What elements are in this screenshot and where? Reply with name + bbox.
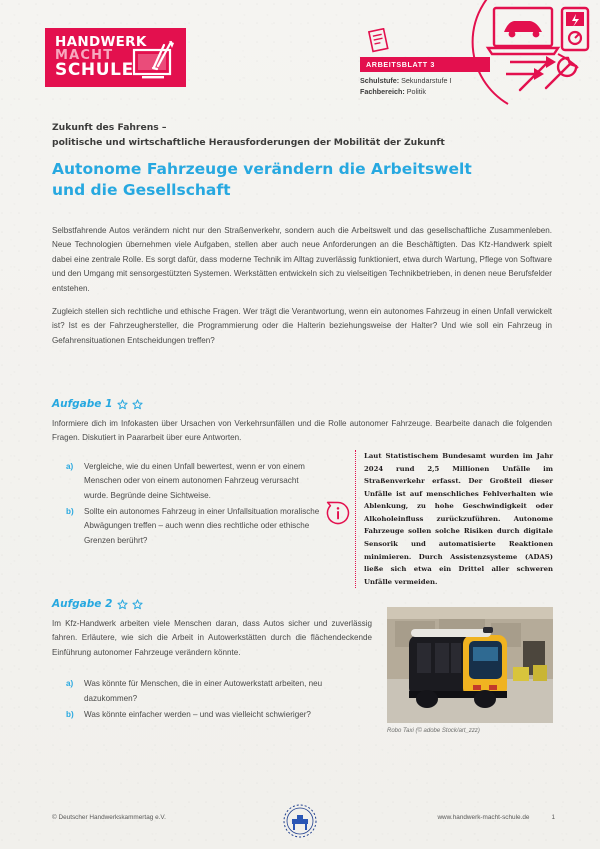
brand-logo-line-3: SCHULE	[55, 60, 134, 81]
laptop-car-multimeter-wrench-icon	[450, 0, 600, 116]
footer-right-group	[437, 814, 555, 821]
meta-fachbereich-label: Fachbereich:	[360, 87, 405, 97]
robo-taxi-shuttle-photo	[387, 607, 553, 723]
task-1-lead-text: Informiere dich im Infokasten über Ursachen von Verkehrsunfällen und die Rolle autonomer Fahrzeuge. Bearbeite danach die folgenden Fragen. Diskutiert in Paararbeit über eure Antworten.	[52, 419, 552, 443]
title-headline-line-2: und die Gesellschaft	[52, 180, 231, 199]
task-1-question-list	[52, 460, 320, 550]
meta-schulstufe-value: Sekundarstufe I	[401, 76, 452, 85]
task-2	[52, 598, 372, 724]
title-kicker-line-1: Zukunft des Fahrens –	[52, 122, 167, 133]
intro-paragraph-2: Zugleich stellen sich rechtliche und ethische Fragen. Wer trägt die Verantwortung, wenn ein autonomes Fahrzeug in einen Unfall verwickelt ist? Ist es der Fahrzeughersteller, die Programmierung oder die Halterin beziehungsweise der Halter? Und wie soll ein Fahrzeug in Gefahrensituationen Entscheidungen treffen?	[52, 307, 552, 345]
photo-block	[387, 607, 553, 734]
list-item	[66, 677, 372, 706]
task-1-heading	[52, 398, 552, 410]
info-bubble-icon	[325, 500, 351, 531]
meta-schulstufe-label: Schulstufe:	[360, 76, 400, 85]
footer-website-link[interactable]: www.handwerk-macht-schule.de	[437, 814, 530, 821]
title-kicker-line-2: politische und wirtschaftliche Herausforderungen der Mobilität der Zukunft	[52, 137, 445, 149]
task-2-question-a-text: Was könnte für Menschen, die in einer Autowerkstatt arbeiten, neu dazukommen?	[84, 679, 323, 703]
task-1-question-b-marker: b)	[66, 507, 74, 517]
info-box-text: Laut Statistischem Bundesamt wurden im Jahr 2024 rund 2,5 Millionen Unfälle im Straßenverkehr erfasst. Der Großteil dieser Unfälle ist auf menschliches Fehlverhalten wie Ablenkung, zu hohe Geschwindigkeit oder Alkoholeinfluss zurückzuführen. Autonome Fahrzeuge sollen solche Risiken durch digitale Sensorik und automatisierte Reaktionen minimieren. Durch Assistenzsysteme (ADAS) ließe sich etwa ein Drittel aller schweren Unfälle vermeiden.	[364, 452, 553, 586]
page-header	[0, 0, 600, 110]
list-item	[66, 460, 320, 503]
worksheet-icon	[368, 28, 390, 59]
info-box	[355, 450, 553, 588]
task-2-difficulty-stars	[117, 599, 143, 610]
task-1-question-a-marker: a)	[66, 461, 74, 471]
worksheet-badge-label: ARBEITSBLATT 3	[360, 57, 490, 72]
task-2-question-a-marker: a)	[66, 679, 74, 689]
task-2-title-label: Aufgabe 2	[52, 598, 113, 610]
photo-caption: Robo Taxi (© adobe Stock/art_zzz)	[387, 728, 480, 734]
title-headline-line-1: Autonome Fahrzeuge verändern die Arbeitswelt	[52, 160, 472, 179]
task-2-heading	[52, 598, 372, 610]
star-icon	[117, 399, 128, 410]
intro-text	[52, 224, 552, 357]
list-item	[66, 708, 372, 722]
brand-logo-line-2: MACHT	[55, 48, 114, 64]
page-footer	[0, 806, 600, 846]
task-2-question-list	[52, 677, 372, 722]
list-item	[66, 505, 320, 548]
task-1-question-a-text: Vergleiche, wie du einen Unfall bewertest, wenn er von einem Menschen oder von einem autonomen Fahrzeug verursacht wurde. Begründe deine Sichtweise.	[84, 461, 305, 500]
tools-monitor-icon	[128, 36, 180, 87]
title-headline	[52, 159, 552, 200]
task-2-question-b-marker: b)	[66, 710, 74, 720]
task-1-title-label: Aufgabe 1	[52, 398, 113, 410]
page-title	[52, 120, 552, 200]
footer-copyright: © Deutscher Handwerkskammertag e.V.	[52, 814, 166, 821]
meta-fachbereich-value: Politik	[406, 87, 426, 97]
task-2-lead-text: Im Kfz-Handwerk arbeiten viele Menschen daran, dass Autos sicher und zuverlässig fahren. Erläutere, wie sich die Arbeit in Autowerkstätten durch die flächendeckende Einführung autonomer Fahrzeuge verändern könnte.	[52, 619, 372, 657]
task-2-question-b-text: Was könnte einfacher werden – und was vielleicht schwieriger?	[84, 710, 311, 720]
star-icon	[117, 599, 128, 610]
star-icon	[132, 399, 143, 410]
star-icon	[132, 599, 143, 610]
workbench-seal-icon	[281, 802, 319, 845]
task-1-question-b-text: Sollte ein autonomes Fahrzeug in einer Unfallsituation moralische Abwägungen treffen – auch wenn dies rechtliche oder ethische Grenzen berührt?	[84, 507, 320, 545]
brand-logo	[45, 28, 186, 87]
task-1-difficulty-stars	[117, 399, 143, 410]
brand-logo-line-1: HANDWERK	[55, 33, 147, 50]
intro-paragraph-1: Selbstfahrende Autos verändern nicht nur den Straßenverkehr, sondern auch die Arbeitswelt und das gesellschaftliche Zusammenleben. Neue Technologien übernehmen viele Aufgaben, stellen aber auch neue Anforderungen an die Beschäftigten. Das Kfz-Handwerk spielt dabei eine zentrale Rolle. Es sorgt dafür, dass moderne Technik im Alltag zuverlässig funktioniert, etwa durch Wartung, Pflege von Software und den Umgang mit sensorgestützten Systemen. Werkstätten entwickeln sich zu vielseitigen Technikbetrieben, in denen neue Berufsfelder entstehen.	[52, 226, 552, 293]
footer-page-number: 1	[551, 814, 555, 821]
